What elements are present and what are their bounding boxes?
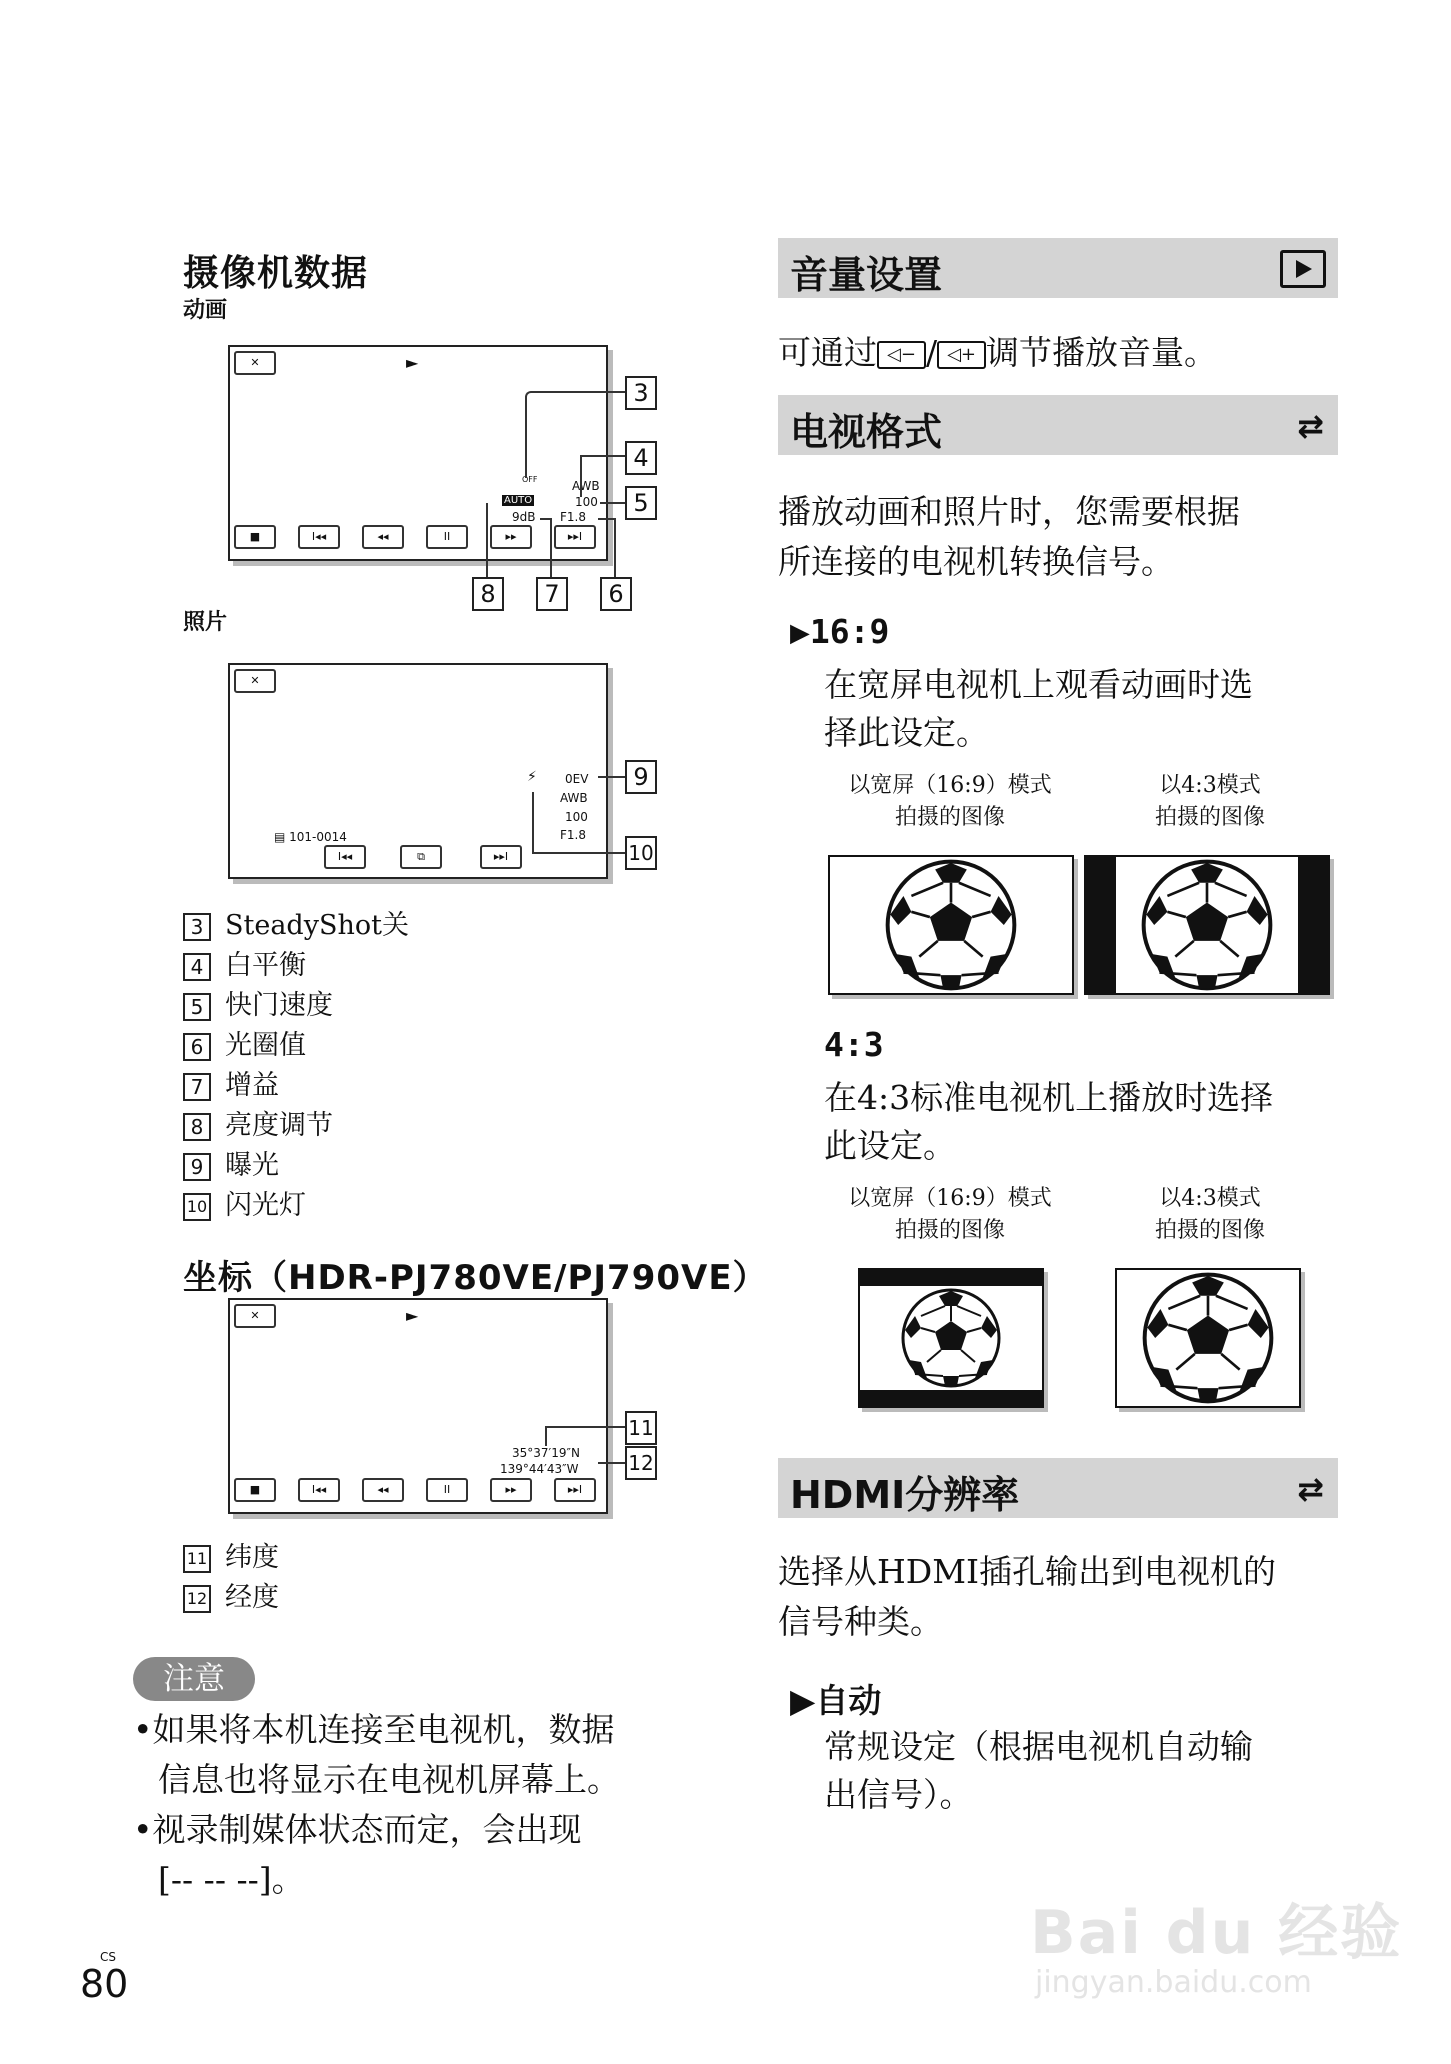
option-16-9: ▶16:9 (790, 612, 890, 651)
legend-item-8: 8 亮度调节 (183, 1103, 333, 1142)
callout-line-5 (600, 502, 625, 504)
hdmi-section-header (778, 1458, 1338, 1518)
callout-12: 12 (625, 1446, 657, 1480)
callout-line-12 (598, 1462, 625, 1464)
option-auto: ▶自动 (790, 1681, 882, 1720)
callout-line-8 (486, 503, 488, 578)
caption-wide-a: 以宽屏（16:9）模式 拍摄的图像 (848, 773, 1052, 830)
next-button[interactable]: ▸▸I (480, 845, 522, 869)
callout-line-7 (540, 518, 552, 580)
volume-down-button[interactable]: ◁− (877, 341, 926, 369)
close-icon[interactable]: ✕ (234, 1304, 276, 1328)
rewind-button[interactable]: ◂◂ (362, 525, 404, 549)
prev-button[interactable]: I◂◂ (298, 525, 340, 549)
ev-value: 0EV (565, 772, 589, 786)
prev-button[interactable]: I◂◂ (298, 1478, 340, 1502)
note-1-cont: 信息也将显示在电视机屏幕上。 (158, 1760, 620, 1799)
movie-label: 动画 (183, 298, 228, 323)
callout-line-9 (598, 776, 625, 778)
volume-text: 可通过 ◁− / ◁+ 调节播放音量。 (778, 333, 1217, 372)
coords-title: 坐标（HDR-PJ780VE/PJ790VE） (183, 1258, 768, 1298)
rewind-button[interactable]: ◂◂ (362, 1478, 404, 1502)
tv-format-body-1: 播放动画和照片时，您需要根据 (778, 492, 1240, 531)
legend-item-6: 6 光圈值 (183, 1023, 306, 1062)
image-43-on-43 (1115, 1268, 1301, 1408)
pillarbox-right (1298, 857, 1328, 993)
pause-button[interactable]: II (426, 1478, 468, 1502)
aperture-value: F1.8 (560, 828, 586, 842)
callout-line-10 (532, 792, 627, 854)
callout-9: 9 (625, 760, 657, 794)
volume-up-button[interactable]: ◁+ (937, 341, 986, 369)
option-4-3: 4:3 (824, 1025, 884, 1064)
play-indicator-icon: ► (406, 1306, 419, 1325)
next-button[interactable]: ▸▸I (554, 525, 596, 549)
letterbox-bottom (860, 1390, 1042, 1406)
callout-line-11 (545, 1426, 627, 1446)
photo-label: 照片 (183, 610, 228, 635)
hdmi-title: HDMI分辨率 (790, 1473, 1020, 1517)
callout-8: 8 (472, 577, 504, 611)
image-wide-on-43 (858, 1268, 1044, 1408)
note-1: •如果将本机连接至电视机，数据 (133, 1710, 615, 1749)
caption-43-b: 以4:3模式 拍摄的图像 (1154, 1186, 1265, 1243)
legend-item-12: 12 经度 (183, 1575, 279, 1614)
legend-item-11: 11 纬度 (183, 1535, 279, 1574)
soccer-ball-icon (1142, 1272, 1274, 1404)
option-16-9-desc-1: 在宽屏电视机上观看动画时选 (824, 665, 1253, 704)
legend-item-4: 4 白平衡 (183, 943, 306, 982)
option-auto-desc-2: 出信号）。 (824, 1775, 973, 1814)
pillarbox-left (1086, 857, 1116, 993)
volume-section-header (778, 238, 1338, 298)
coords-screen (228, 1298, 608, 1514)
prev-button[interactable]: I◂◂ (324, 845, 366, 869)
next-button[interactable]: ▸▸I (554, 1478, 596, 1502)
callout-10: 10 (625, 836, 657, 870)
letterbox-top (860, 1270, 1042, 1286)
page-lang: CS (100, 1950, 116, 1964)
legend-item-9: 9 曝光 (183, 1143, 279, 1182)
latitude-value: 35°37′19″N (512, 1446, 580, 1460)
aperture-value: F1.8 (560, 510, 586, 524)
callout-11: 11 (625, 1411, 657, 1445)
legend-item-3: 3 SteadyShot关 (183, 903, 409, 942)
forward-button[interactable]: ▸▸ (490, 1478, 532, 1502)
playback-icon (1280, 250, 1326, 288)
callout-5: 5 (625, 486, 657, 520)
caption-wide-b: 以宽屏（16:9）模式 拍摄的图像 (848, 1186, 1052, 1243)
shutter-value: 100 (575, 495, 598, 509)
shutter-value: 100 (565, 810, 588, 824)
hdmi-body-1: 选择从HDMI插孔输出到电视机的 (778, 1552, 1277, 1591)
callout-6: 6 (600, 577, 632, 611)
option-4-3-desc-1: 在4:3标准电视机上播放时选择 (824, 1078, 1274, 1117)
volume-title: 音量设置 (790, 253, 943, 297)
camera-data-title: 摄像机数据 (183, 253, 369, 294)
page-number: 80 (80, 1962, 129, 2006)
swap-icon: ⇄ (1297, 1470, 1324, 1508)
awb-indicator: AWB (572, 479, 600, 493)
option-4-3-desc-2: 此设定。 (824, 1126, 956, 1165)
tv-format-section-header (778, 395, 1338, 455)
file-number: ▤ 101-0014 (274, 830, 347, 844)
tv-format-title: 电视格式 (790, 410, 943, 454)
soccer-ball-icon (1141, 859, 1273, 991)
callout-3: 3 (625, 376, 657, 410)
flash-icon: ⚡ (527, 769, 537, 785)
soccer-ball-icon (901, 1288, 1001, 1388)
tv-format-body-2: 所连接的电视机转换信号。 (778, 542, 1174, 581)
close-icon[interactable]: ✕ (234, 669, 276, 693)
gain-value: 9dB (512, 510, 536, 524)
steadyshot-off-icon: OFF (522, 475, 538, 484)
slideshow-button[interactable]: ⧉ (400, 845, 442, 869)
option-16-9-desc-2: 择此设定。 (824, 713, 989, 752)
note-2: •视录制媒体状态而定，会出现 (133, 1810, 582, 1849)
option-auto-desc-1: 常规设定（根据电视机自动输 (824, 1727, 1253, 1766)
auto-badge: AUTO (504, 495, 533, 506)
stop-button[interactable]: ■ (234, 525, 276, 549)
play-indicator-icon: ► (406, 353, 419, 372)
close-icon[interactable]: ✕ (234, 351, 276, 375)
file-number-text: 101-0014 (289, 830, 347, 844)
legend-item-5: 5 快门速度 (183, 983, 333, 1022)
legend-item-10: 10 闪光灯 (183, 1183, 306, 1222)
callout-line-4 (580, 455, 627, 497)
soccer-ball-icon (885, 859, 1017, 991)
caption-43-a: 以4:3模式 拍摄的图像 (1154, 773, 1265, 830)
watermark-brand: Bai du 经验 (1030, 1898, 1403, 1968)
forward-button[interactable]: ▸▸ (490, 525, 532, 549)
longitude-value: 139°44′43″W (500, 1462, 579, 1476)
watermark-url: jingyan.baidu.com (1035, 1965, 1312, 2000)
callout-4: 4 (625, 441, 657, 475)
stop-button[interactable]: ■ (234, 1478, 276, 1502)
awb-indicator: AWB (560, 791, 588, 805)
swap-icon: ⇄ (1297, 407, 1324, 445)
callout-7: 7 (536, 577, 568, 611)
hdmi-body-2: 信号种类。 (778, 1602, 943, 1641)
image-43-on-wide (1084, 855, 1330, 995)
callout-line-6 (598, 518, 616, 580)
image-wide-on-wide (828, 855, 1074, 995)
note-badge: 注意 (133, 1657, 255, 1701)
note-2-cont: [-- -- --]。 (158, 1860, 305, 1899)
legend-item-7: 7 增益 (183, 1063, 279, 1102)
pause-button[interactable]: II (426, 525, 468, 549)
